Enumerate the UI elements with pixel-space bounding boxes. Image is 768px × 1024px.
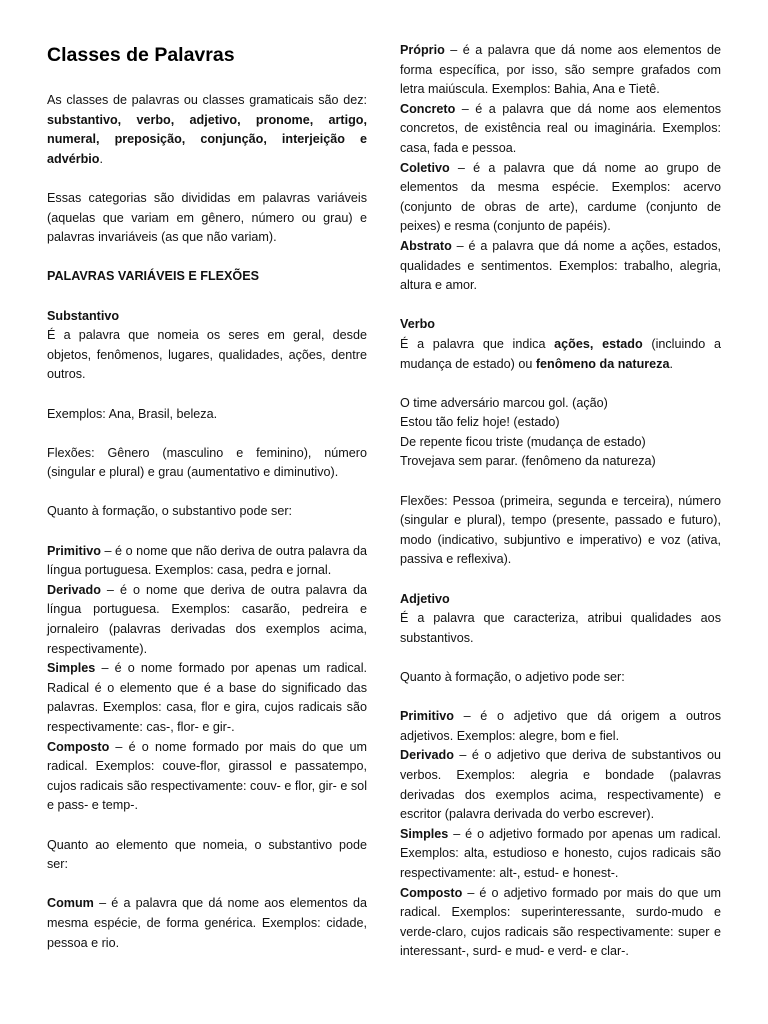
term: Derivado	[47, 582, 101, 597]
formacao-item-composto	[47, 738, 367, 816]
formacao-item-simples	[47, 659, 367, 737]
term: Comum	[47, 896, 94, 911]
term: Próprio	[400, 43, 445, 57]
term-text: – é o adjetivo que deriva de substantivos ou verbos. Exemplos: alegria e bondade (palavras derivadas dos exemplos acima, respectivamente) e escritor (palavra derivada do verbo escrever).	[400, 748, 721, 822]
elemento-item-coletivo	[400, 159, 721, 237]
formacao-item-primitivo	[47, 542, 367, 581]
section-heading: PALAVRAS VARIÁVEIS E FLEXÕES	[47, 269, 260, 284]
categories-paragraph: Essas categorias são divididas em palavras variáveis (aquelas que variam em gênero, número ou grau) e palavras invariáveis (as que não variam).	[47, 190, 367, 245]
verbo-example: O time adversário marcou gol. (ação)	[400, 395, 608, 410]
formacao-item-derivado	[47, 581, 367, 659]
term-text: – é o nome que deriva de outra palavra da língua portuguesa. Exemplos: casarão, pedreira e jornaleiro (palavras derivadas dos exemplos acima, respectivamente).	[47, 582, 367, 656]
verbo-def-text: (incluindo a mudança de estado) ou	[400, 336, 721, 371]
elemento-item-comum	[47, 894, 367, 953]
intro-period: .	[99, 151, 103, 166]
verbo-def-text: É a palavra que indica	[400, 336, 555, 351]
term-text: – é o nome que não deriva de outra palavra da língua portuguesa. Exemplos: casa, pedra e jornal.	[47, 543, 367, 578]
verbo-def-bold: ações, estado	[554, 336, 643, 351]
right-column	[400, 41, 721, 962]
adjetivo-item-primitivo	[400, 707, 721, 746]
verbo-example: Trovejava sem parar. (fenômeno da natureza)	[400, 454, 656, 469]
verbo-example: De repente ficou triste (mudança de estado)	[400, 434, 646, 449]
term-text: – é o nome formado por apenas um radical. Radical é o elemento que é a base do significado das palavras. Exemplos: casa, flor e gira, cujos radicais são respectivamente: cas-, flor- e gir-.	[47, 661, 367, 734]
term: Composto	[47, 739, 110, 754]
term: Abstrato	[400, 238, 452, 253]
elemento-intro: Quanto ao elemento que nomeia, o substantivo pode ser:	[47, 837, 367, 872]
verbo-heading: Verbo	[400, 317, 435, 332]
term: Primitivo	[47, 543, 101, 558]
term-text: – é a palavra que dá nome ao grupo de elementos da mesma espécie. Exemplos: acervo (conjunto de obras de arte), cardume (conjunto de peixes) e resma (conjunto de papéis).	[400, 160, 721, 234]
verbo-def-text: .	[669, 356, 673, 371]
adjetivo-item-composto	[400, 884, 721, 962]
intro-paragraph	[47, 91, 367, 169]
left-column	[47, 41, 367, 953]
term: Simples	[400, 826, 449, 841]
substantivo-examples: Exemplos: Ana, Brasil, beleza.	[47, 406, 218, 421]
verbo-example: Estou tão feliz hoje! (estado)	[400, 415, 560, 430]
elemento-item-proprio	[400, 41, 721, 100]
elemento-item-concreto	[400, 100, 721, 159]
term-text: – é o adjetivo formado por apenas um radical. Exemplos: alta, estudioso e honesto, cujos radicais são respectivamente: alt-, estud- e honest-.	[400, 826, 721, 880]
substantivo-definition: É a palavra que nomeia os seres em geral, desde objetos, fenômenos, lugares, qualidades, ações, dentre outros.	[47, 328, 367, 382]
term: Derivado	[400, 748, 454, 763]
adjetivo-definition: É a palavra que caracteriza, atribui qualidades aos substantivos.	[400, 611, 721, 645]
term-text: – é a palavra que dá nome aos elementos da mesma espécie, de forma genérica. Exemplos: cidade, pessoa e rio.	[47, 896, 367, 950]
term: Primitivo	[400, 709, 454, 724]
term: Coletivo	[400, 160, 450, 175]
substantivo-flexoes: Flexões: Gênero (masculino e feminino), número (singular e plural) e grau (aumentativo e diminutivo).	[47, 445, 367, 480]
verbo-flexoes: Flexões: Pessoa (primeira, segunda e terceira), número (singular e plural), tempo (presente, passado e futuro), modo (indicativo, subjuntivo e imperativo) e voz (ativa, passiva e reflexiva).	[400, 493, 721, 567]
term-text: – é a palavra que dá nome aos elementos concretos, de existência real ou imaginária. Exemplos: casa, fada e pessoa.	[400, 101, 721, 155]
adjetivo-formacao-intro: Quanto à formação, o adjetivo pode ser:	[400, 670, 625, 684]
adjetivo-item-simples	[400, 825, 721, 884]
term-text: – é o adjetivo que dá origem a outros adjetivos. Exemplos: alegre, bom e fiel.	[400, 709, 721, 743]
term-text: – é a palavra que dá nome a ações, estados, qualidades e sentimentos. Exemplos: trabalho, alegria, altura e amor.	[400, 238, 721, 293]
formacao-intro: Quanto à formação, o substantivo pode ser:	[47, 504, 293, 519]
term-text: – é a palavra que dá nome aos elementos de forma específica, por isso, são sempre grafados com letra maiúscula. Exemplos: Bahia, Ana e Tietê.	[400, 43, 721, 97]
term: Composto	[400, 885, 463, 900]
substantivo-heading: Substantivo	[47, 308, 120, 323]
intro-text: As classes de palavras ou classes gramaticais são dez:	[47, 93, 367, 107]
elemento-item-abstrato	[400, 237, 721, 296]
adjetivo-item-derivado	[400, 746, 721, 824]
adjetivo-heading: Adjetivo	[400, 591, 450, 606]
intro-classes-list: substantivo, verbo, adjetivo, pronome, artigo, numeral, preposição, conjunção, interjeição e advérbio	[47, 112, 367, 166]
term: Concreto	[400, 101, 456, 116]
page-title: Classes de Palavras	[47, 44, 235, 66]
term-text: – é o adjetivo formado por mais do que um radical. Exemplos: superinteressante, surdo-mudo e verde-claro, cujos radicais são respectivamente: super e interessant-, surd- e mud- e verd- e clar-.	[400, 885, 721, 959]
term: Simples	[47, 661, 96, 676]
term-text: – é o nome formado por mais do que um radical. Exemplos: couve-flor, girassol e passatempo, cujos radicais são respectivamente: couv- e flor, gir- e sol e pass- e temp-.	[47, 739, 367, 813]
verbo-def-bold: fenômeno da natureza	[535, 356, 670, 371]
verbo-definition	[400, 335, 721, 374]
